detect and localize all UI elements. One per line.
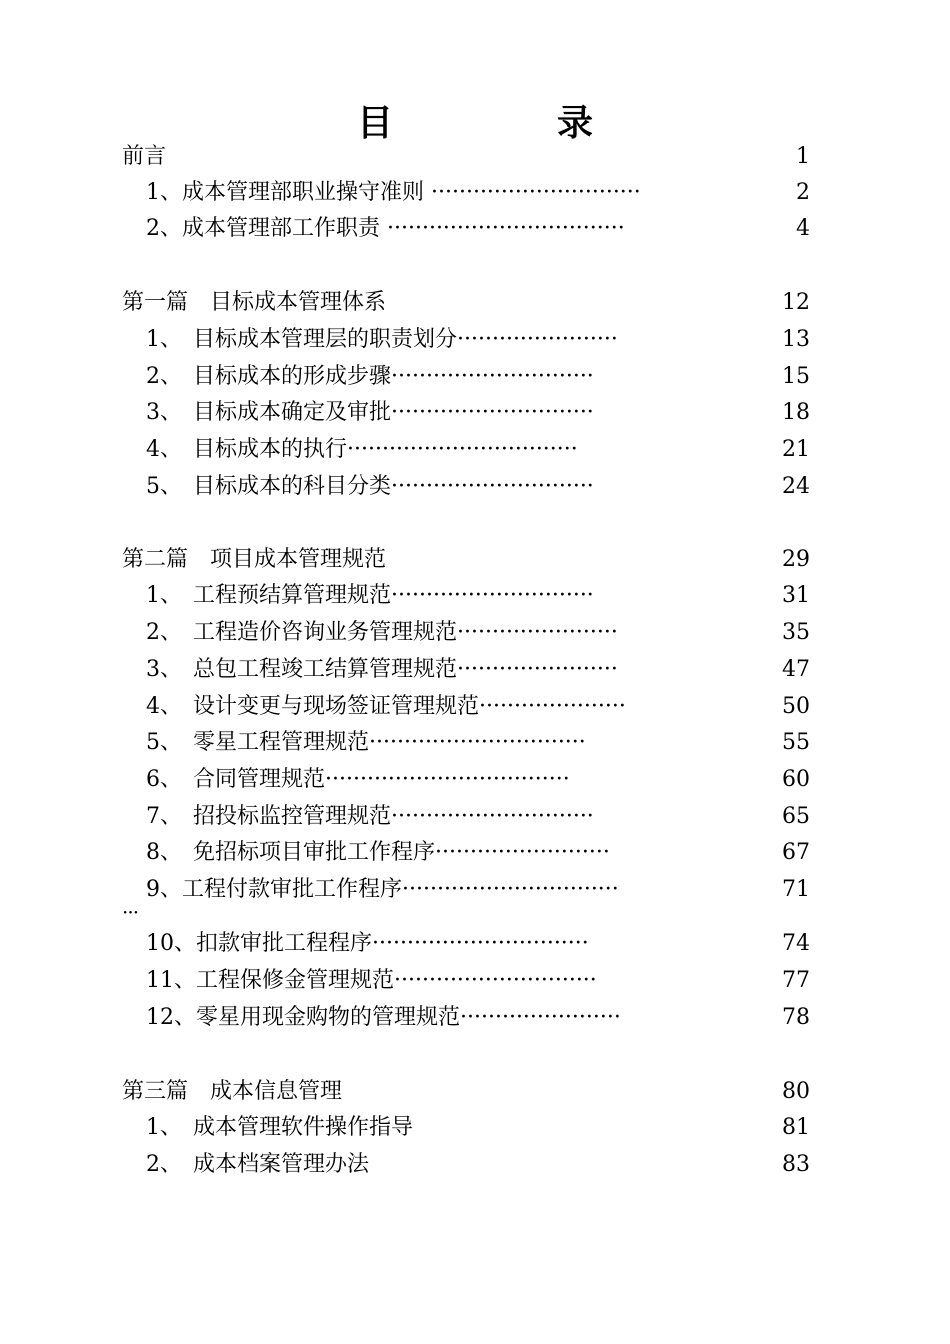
toc-entry-page: 12 xyxy=(782,290,810,315)
toc-entry[interactable] xyxy=(0,618,950,648)
toc-entry-page: 80 xyxy=(782,1079,810,1104)
toc-entry[interactable] xyxy=(0,178,950,208)
toc-entry[interactable] xyxy=(0,1003,950,1033)
toc-entry[interactable] xyxy=(0,214,950,244)
toc-entry-page: 81 xyxy=(782,1115,810,1140)
toc-entry-title: 11、工程保修金管理规范····························· xyxy=(146,968,597,993)
toc-entry-title: 2、成本管理部工作职责 ·································· xyxy=(146,216,625,241)
toc-entry[interactable] xyxy=(0,1113,950,1143)
toc-entry-page: 71 xyxy=(782,877,810,902)
toc-entry[interactable] xyxy=(0,472,950,502)
toc-entry-page: 77 xyxy=(782,968,810,993)
toc-entry-page: 60 xyxy=(782,767,810,792)
toc-entry-page: 55 xyxy=(782,730,810,755)
toc-entry-page: 15 xyxy=(782,364,810,389)
toc-entry-title: 6、 合同管理规范··································· xyxy=(146,767,570,792)
toc-entry-title: 9、工程付款审批工作程序······························· xyxy=(146,877,619,902)
toc-entry-page: 1 xyxy=(796,144,810,169)
toc-entry-page: 18 xyxy=(782,400,810,425)
toc-entry[interactable] xyxy=(0,838,950,868)
toc-entry-title: 5、 零星工程管理规范······························· xyxy=(146,730,586,755)
toc-entry-page: 47 xyxy=(782,657,810,682)
toc-entry-title: 第二篇 项目成本管理规范 xyxy=(122,547,387,572)
toc-entry-title: 3、 总包工程竣工结算管理规范······················· xyxy=(146,657,618,682)
toc-entry-title: 10、扣款审批工程程序······························· xyxy=(146,931,589,956)
toc-entry-title: 3、 目标成本确定及审批····························· xyxy=(146,400,594,425)
toc-entry-page: 65 xyxy=(782,804,810,829)
toc-entry-page: 4 xyxy=(796,216,810,241)
toc-entry-page: 2 xyxy=(796,180,810,205)
toc-entry[interactable] xyxy=(0,765,950,795)
toc-entry-page: 31 xyxy=(782,583,810,608)
toc-entry-title: 4、 目标成本的执行································· xyxy=(146,437,578,462)
page-title: 目 录 xyxy=(356,102,657,144)
toc-entry[interactable] xyxy=(0,692,950,722)
toc-entry[interactable] xyxy=(0,1077,950,1107)
toc-entry[interactable] xyxy=(0,655,950,685)
toc-entry-title: 4、 设计变更与现场签证管理规范····················· xyxy=(146,694,626,719)
toc-entry[interactable] xyxy=(0,435,950,465)
toc-entry[interactable] xyxy=(0,728,950,758)
toc-entry-title: 1、 成本管理软件操作指导 xyxy=(146,1115,413,1140)
toc-entry-page: 35 xyxy=(782,620,810,645)
toc-entry-page: 29 xyxy=(782,547,810,572)
toc-entry-page: 67 xyxy=(782,840,810,865)
toc-entry[interactable] xyxy=(0,398,950,428)
toc-entry-page: 78 xyxy=(782,1005,810,1030)
toc-entry-title: 2、 目标成本的形成步骤····························· xyxy=(146,364,594,389)
toc-entry[interactable] xyxy=(0,929,950,959)
toc-entry[interactable] xyxy=(0,288,950,318)
toc-entry-title: 12、零星用现金购物的管理规范······················· xyxy=(146,1005,621,1030)
toc-entry-page: 74 xyxy=(782,931,810,956)
toc-entry[interactable] xyxy=(0,1150,950,1180)
toc-entry[interactable] xyxy=(0,325,950,355)
toc-entry-page: 83 xyxy=(782,1152,810,1177)
toc-entry-title: 前言 xyxy=(122,144,167,169)
toc-entry-title: 第三篇 成本信息管理 xyxy=(122,1079,343,1104)
toc-entry-title: 2、 工程造价咨询业务管理规范······················· xyxy=(146,620,618,645)
toc-entry[interactable] xyxy=(0,966,950,996)
toc-entry[interactable] xyxy=(0,581,950,611)
toc-entry[interactable] xyxy=(0,802,950,832)
toc-entry[interactable] xyxy=(0,142,950,172)
toc-entry-title: 第一篇 目标成本管理体系 xyxy=(122,290,387,315)
toc-entry[interactable] xyxy=(0,875,950,905)
toc-dot-continuation: ··· xyxy=(122,900,139,924)
toc-entry-title: 5、 目标成本的科目分类····························· xyxy=(146,474,594,499)
toc-entry-page: 21 xyxy=(782,437,810,462)
toc-entry-page: 24 xyxy=(782,474,810,499)
toc-entry-title: 1、 目标成本管理层的职责划分······················· xyxy=(146,327,618,352)
toc-entry-page: 50 xyxy=(782,694,810,719)
toc-entry-title: 1、成本管理部职业操守准则 ······························ xyxy=(146,180,641,205)
toc-entry-title: 7、 招投标监控管理规范····························· xyxy=(146,804,594,829)
toc-entry-title: 1、 工程预结算管理规范····························· xyxy=(146,583,594,608)
toc-entry-title: 8、 免招标项目审批工作程序························· xyxy=(146,840,610,865)
toc-entry[interactable] xyxy=(0,545,950,575)
toc-entry-title: 2、 成本档案管理办法 xyxy=(146,1152,369,1177)
toc-entry[interactable] xyxy=(0,362,950,392)
toc-entry-page: 13 xyxy=(782,327,810,352)
